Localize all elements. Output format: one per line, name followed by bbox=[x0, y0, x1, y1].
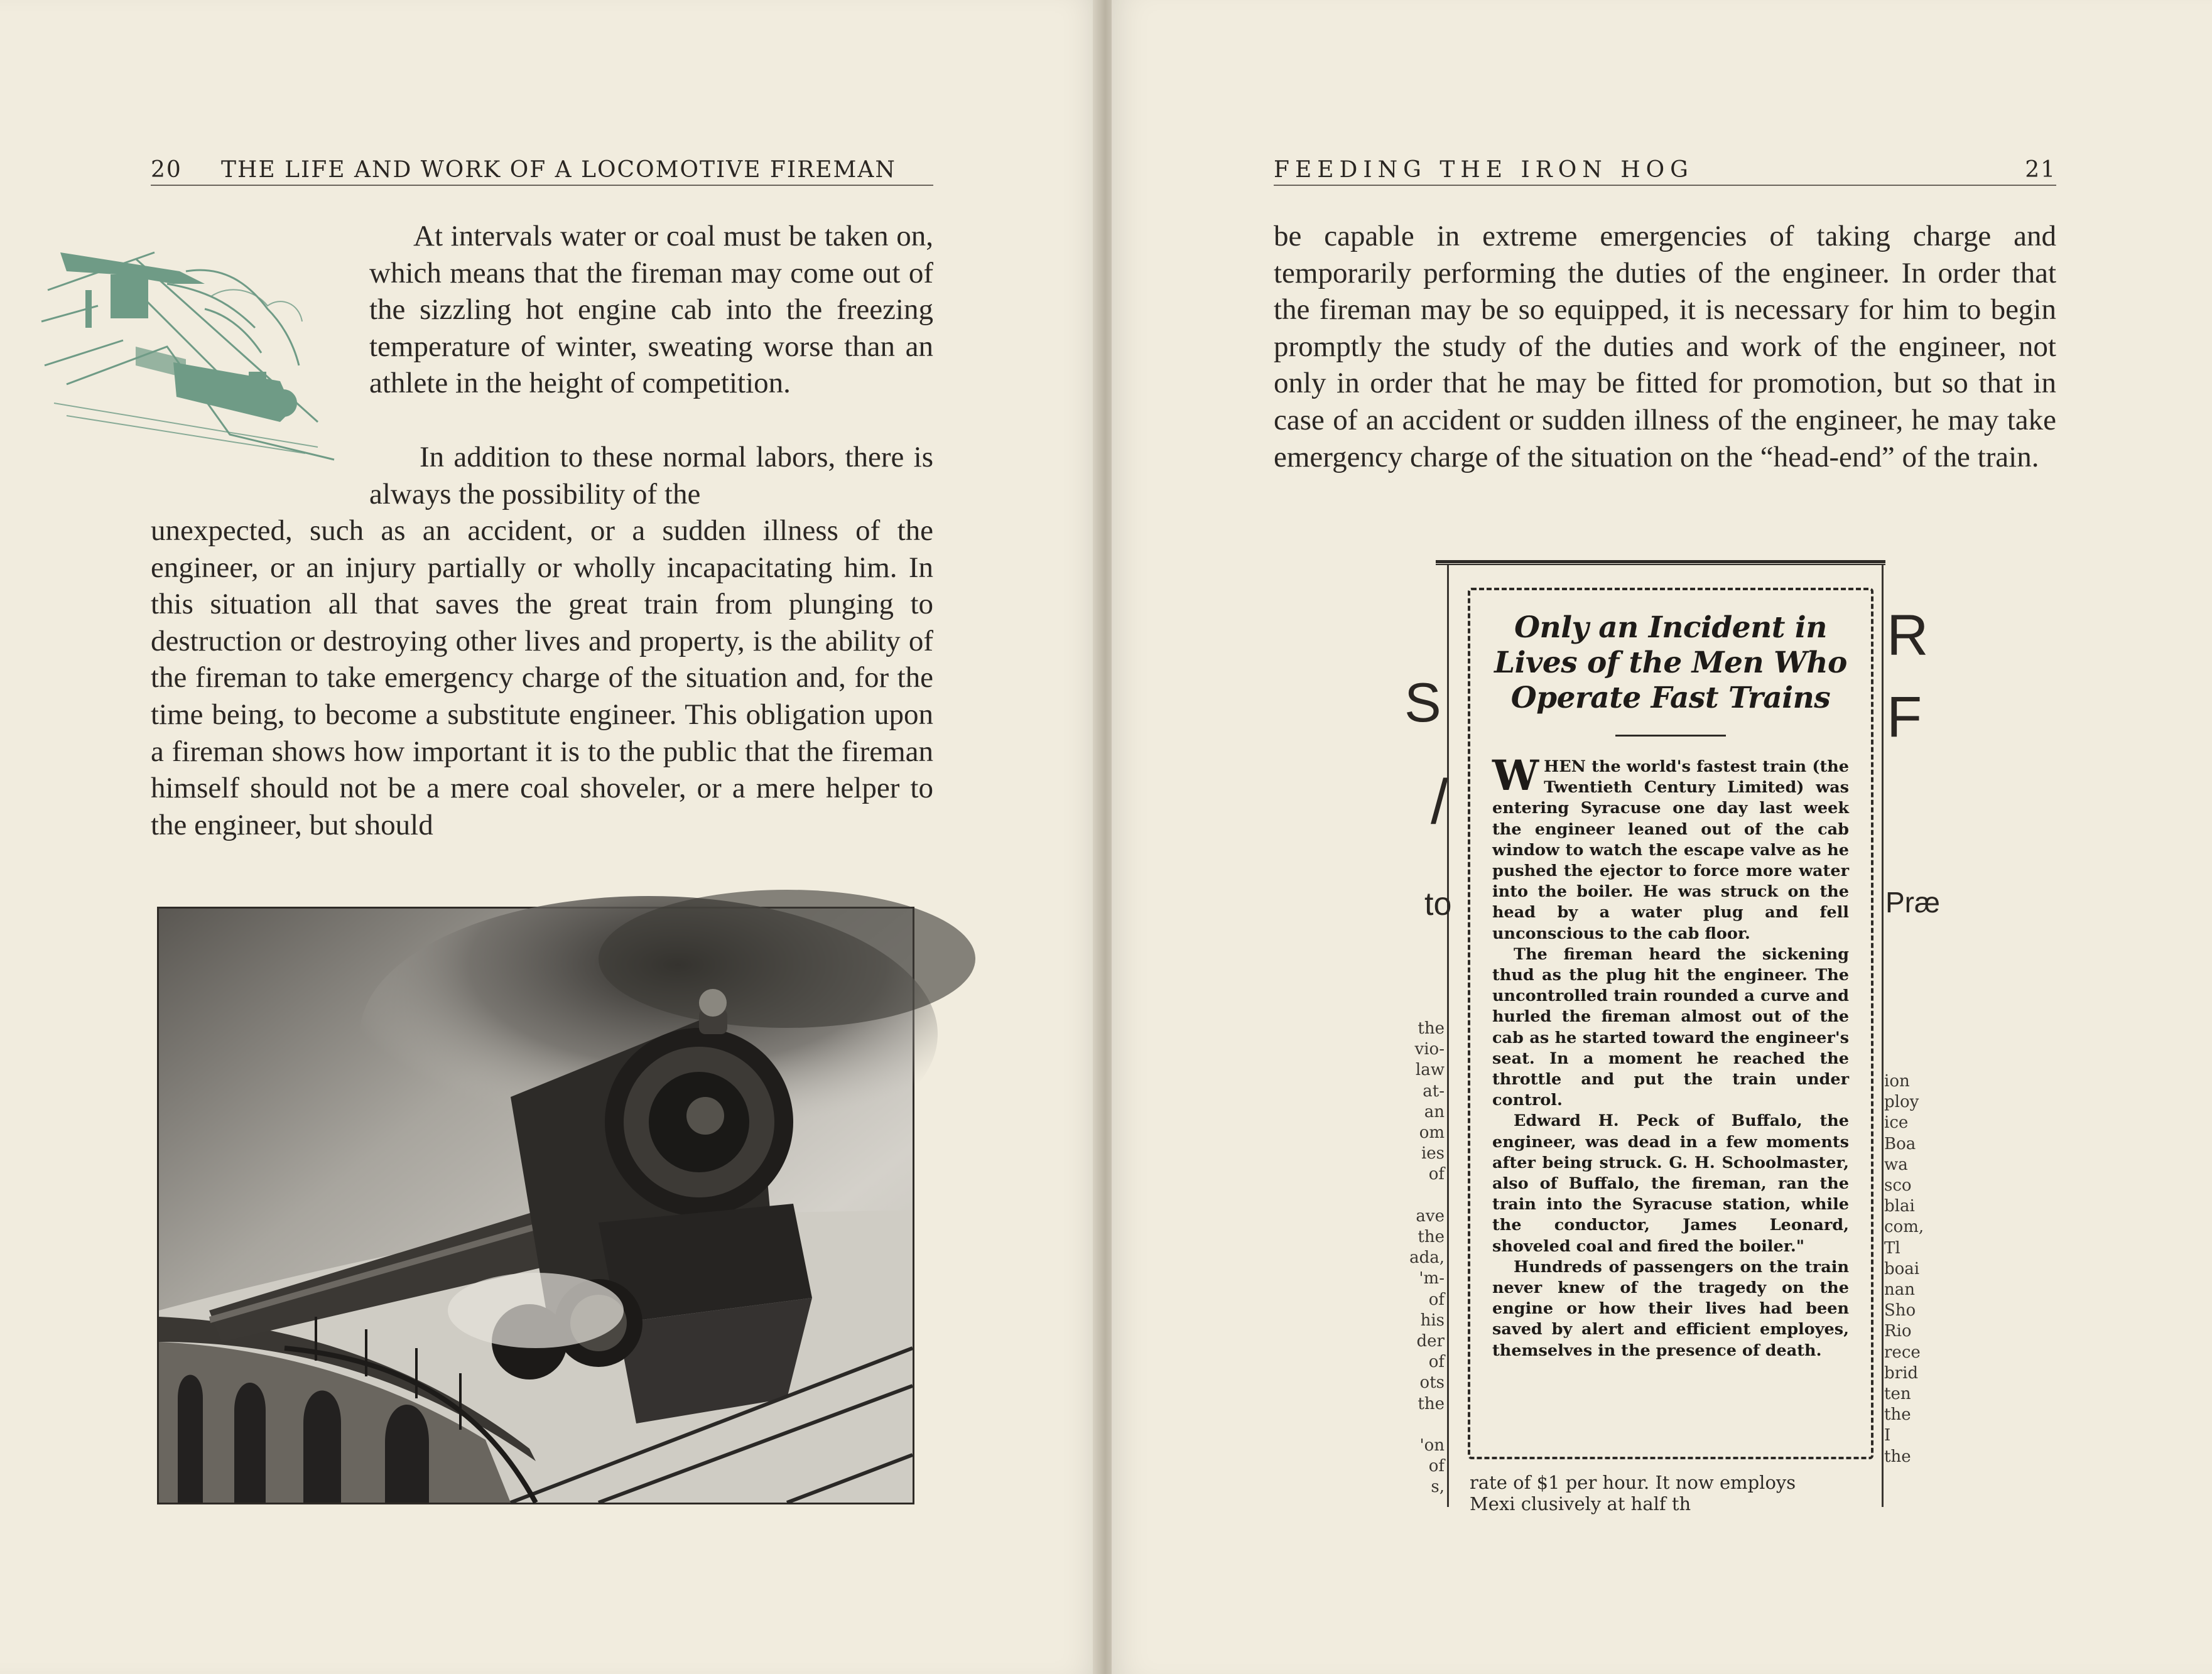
fragment-big-right-1: R bbox=[1887, 603, 1929, 667]
running-title-left: THE LIFE AND WORK OF A LOCOMOTIVE FIREMAN bbox=[221, 157, 896, 183]
locomotive-photo-image bbox=[159, 909, 913, 1503]
page-number-right: 21 bbox=[2025, 157, 2056, 183]
clipping-top-rule bbox=[1436, 560, 1885, 565]
clipping-left-column-fragments: the vio- law at- an om ies of ave the ada, 'm- of his der of ots the 'on of s, bbox=[1409, 1019, 1445, 1497]
paragraph-2-continued: unexpected, such as an accident, or a sudden illness of the engineer, or an injury partially or wholly incapacitating him. In this situation all that saves the great train from plunging to destruction or destroying other lives and property, is the ability of the fireman to take emergency charge of the situation and, for the time being, to become a substitute engineer. This obligation upon a fireman shows how important it is to the public that the fireman himself should not be a mere coal shoveler, or a mere helper to the engineer, but should bbox=[151, 514, 933, 841]
clipping-headline-line-3: Operate Fast Trains bbox=[1510, 681, 1831, 715]
clipping-dropcap: W bbox=[1492, 751, 1539, 800]
running-head-right bbox=[1274, 154, 2056, 186]
clipping-paragraph-1: WHEN the world's fastest train (the Twentieth Century Limited) was entering Syracuse one day last week the engineer leaned out of the cab window to watch the escape valve as he pushed the ejector to force more water into the boiler. He was struck on the head by a water plug and fell unconscious to the cab floor. bbox=[1492, 751, 1849, 943]
clipping-left-column-rule bbox=[1447, 565, 1449, 1507]
clipping-paragraph-3: Edward H. Peck of Buffalo, the engineer, was dead in a few moments after being struck. G. H. Schoolmaster, also of Buffalo, the fireman, ran the train into the Syracuse station, while the conductor, James Leonard, shoveled coal and fired the boiler." bbox=[1492, 1111, 1849, 1256]
clipping-bottom-line-2: Mexi clusively at half th bbox=[1470, 1493, 1691, 1515]
fragment-big-right-2: F bbox=[1887, 685, 1922, 749]
fragment-big-left-1: S bbox=[1404, 671, 1441, 733]
paragraph-2-intro: In addition to these normal labors, there is always the possibility of the bbox=[369, 441, 933, 510]
fragment-big-left-2: / bbox=[1431, 767, 1448, 837]
clipping-headline-line-1: Only an Incident in bbox=[1514, 610, 1827, 645]
running-title-right: FEEDING THE IRON HOG bbox=[1274, 157, 1694, 183]
clipping-article-body bbox=[1492, 751, 1849, 1361]
page-number-left: 20 bbox=[151, 157, 182, 183]
clipping-headline-rule bbox=[1615, 735, 1726, 737]
clipping-headline bbox=[1470, 610, 1872, 716]
paragraph-1: At intervals water or coal must be taken on, which means that the fireman may come out of the sizzling hot engine cab into the freezing temperature of winter, sweating worse than an athlete in the height of competition. bbox=[369, 220, 933, 400]
paragraph-right-1: be capable in extreme emergencies of taking charge and temporarily performing the duties of the engineer. In order that the fireman may be so equipped, it is necessary for him to begin promptly the study of the duties and work of the engineer, not only in order that he may be fitted for promotion, but so that in case of an accident or sudden illness of the engineer, he may take emergency charge of the situation on the “head-end” of the train. bbox=[1274, 220, 2056, 473]
locomotive-photograph bbox=[157, 907, 914, 1504]
train-vignette-illustration bbox=[41, 246, 334, 460]
running-head-left bbox=[151, 154, 933, 186]
left-page bbox=[0, 0, 1100, 1674]
fragment-big-right-3: Præ bbox=[1885, 886, 1940, 919]
clipping-paragraph-2: The fireman heard the sickening thud as the plug hit the engineer. The uncontrolled train rounded a curve and hurled the fireman almost out of the cab as he started toward the engineer's seat. In a moment he reached the throttle and put the train under control. bbox=[1492, 944, 1849, 1110]
clipping-right-column-fragments: ion ploy ice Boa wa sco blai com, Tl boai nan Sho Rio rece brid ten the I the bbox=[1884, 1072, 1924, 1466]
clipping-right-column-rule bbox=[1882, 565, 1884, 1507]
clipping-bottom-line-1: rate of $1 per hour. It now employs bbox=[1470, 1472, 1796, 1493]
fragment-big-left-3: to bbox=[1424, 886, 1452, 922]
clipping-paragraph-4: Hundreds of passengers on the train never knew of the tragedy on the engine or how their lives had been saved by alert and efficient employes, themselves in the presence of death. bbox=[1492, 1257, 1849, 1360]
clipping-headline-line-2: Lives of the Men Who bbox=[1494, 645, 1847, 680]
